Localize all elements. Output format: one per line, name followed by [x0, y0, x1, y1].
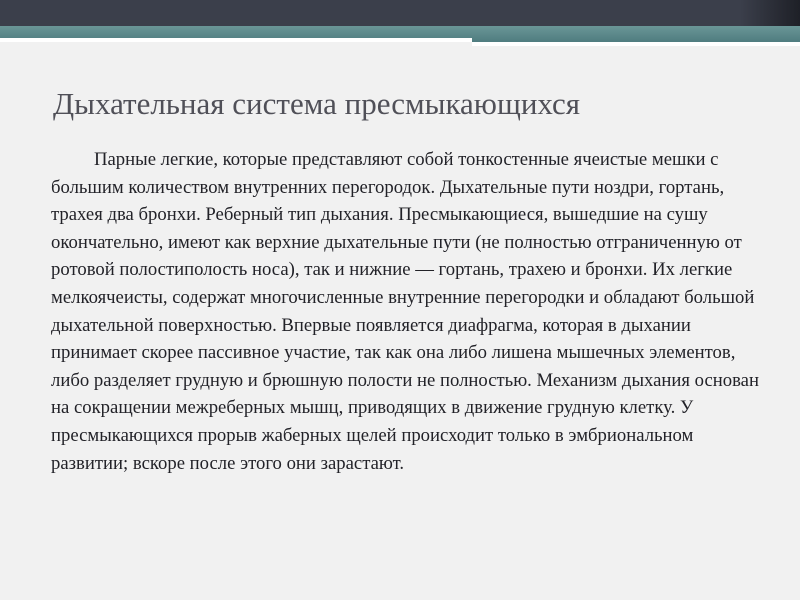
- slide-title: Дыхательная система пресмыкающихся: [53, 86, 581, 121]
- header-divider-right: [472, 42, 800, 46]
- header-band: [0, 0, 800, 26]
- header-divider-left: [0, 38, 472, 42]
- header-band-shade: [740, 0, 800, 26]
- slide-body-text: Парные легкие, которые представляют собой тонкостенные ячеистые мешки с большим количеством внутренних перегородок. Дыхательные пути ноздри, гортань, трахея два бронхи. Реберный тип дыхания. Пресмыкающиеся, вышедшие на сушу окончательно, имеют как верхние дыхательные пути (не полностью отграниченную от ротовой полостиполость носа), так и нижние — гортань, трахею и бронхи. Их легкие мелкоячеисты, содержат многочисленные внутренние перегородки и обладают большой дыхательной поверхностью. Впервые появляется диафрагма, которая в дыхании принимает скорее пассивное участие, так как она либо лишена мышечных элементов, либо разделяет грудную и брюшную полости не полностью. Механизм дыхания основан на сокращении межреберных мышц, приводящих в движение грудную клетку. У пресмыкающихся прорыв жаберных щелей происходит только в эмбриональном развитии; вскоре после этого они зарастают.: [51, 149, 759, 474]
